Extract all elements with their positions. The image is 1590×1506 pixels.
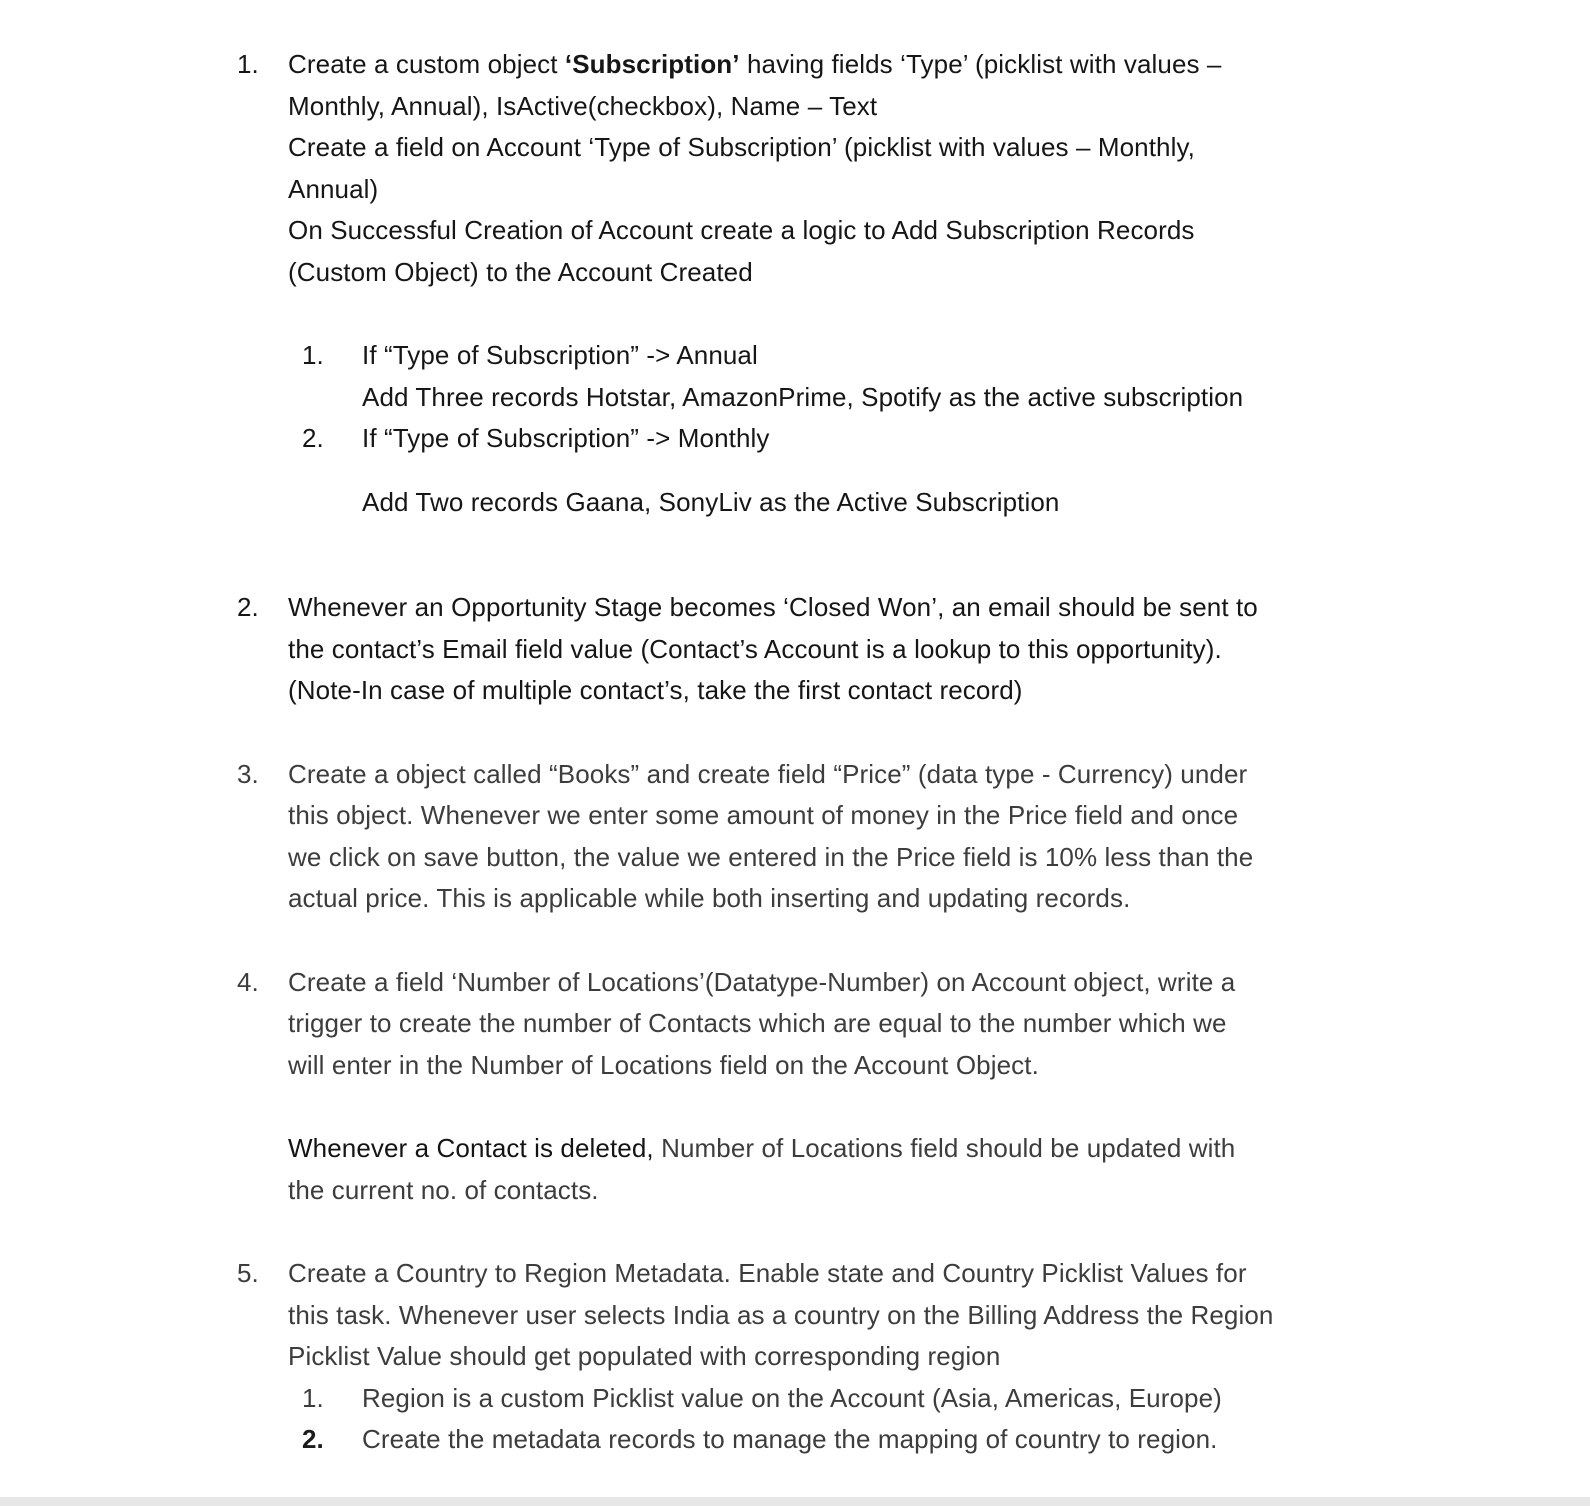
task-3-content bbox=[288, 754, 1590, 920]
task-5-sublist bbox=[302, 1378, 1590, 1461]
text-line: Create the metadata records to manage the mapping of country to region. bbox=[362, 1424, 1218, 1454]
text-line: the current no. of contacts. bbox=[288, 1174, 599, 1205]
subtask-5-1-content bbox=[362, 1378, 1590, 1420]
subtask-item-5-2 bbox=[302, 1419, 1590, 1461]
subtask-item-1-1 bbox=[302, 335, 1590, 418]
subtask-5-2-content bbox=[362, 1419, 1590, 1461]
text-line: If “Type of Subscription” -> Monthly bbox=[362, 423, 770, 453]
text-line: Create a field on Account ‘Type of Subscription’ (picklist with values – Monthly, bbox=[288, 132, 1195, 162]
text-run-emphasis: Whenever a Contact is deleted, bbox=[288, 1133, 654, 1163]
list-marker-1: 1. bbox=[237, 49, 259, 79]
text-line: this object. Whenever we enter some amount of money in the Price field and once bbox=[288, 800, 1239, 830]
page-bottom-edge bbox=[0, 1497, 1590, 1506]
text-run: Create a custom object bbox=[288, 49, 565, 79]
text-line: this task. Whenever user selects India as a country on the Billing Address the Region bbox=[288, 1299, 1274, 1330]
task-5-content bbox=[288, 1253, 1590, 1461]
text-run: having fields ‘Type’ (picklist with values – bbox=[739, 49, 1222, 79]
text-line: (Note-In case of multiple contact’s, take the first contact record) bbox=[288, 675, 1023, 705]
subtask-item-1-2 bbox=[302, 418, 1590, 523]
subtask-1-2-content bbox=[362, 418, 1590, 523]
task-item-5 bbox=[237, 1253, 1590, 1461]
text-line bbox=[288, 1128, 1590, 1170]
text-line: Add Two records Gaana, SonyLiv as the Active Subscription bbox=[362, 486, 1060, 517]
task-item-3 bbox=[237, 754, 1590, 920]
text-line: (Custom Object) to the Account Created bbox=[288, 256, 753, 287]
sublist-marker-2: 2. bbox=[302, 1424, 324, 1454]
text-line: actual price. This is applicable while both inserting and updating records. bbox=[288, 883, 1131, 913]
text-line: Create a object called “Books” and create field “Price” (data type - Currency) under bbox=[288, 758, 1248, 789]
text-line: Monthly, Annual), IsActive(checkbox), Name – Text bbox=[288, 90, 878, 121]
task-2-content bbox=[288, 587, 1590, 712]
text-line: will enter in the Number of Locations field on the Account Object. bbox=[288, 1049, 1039, 1080]
text-line: Add Three records Hotstar, AmazonPrime, Spotify as the active subscription bbox=[362, 381, 1244, 412]
task-1-sublist bbox=[302, 335, 1590, 523]
text-line: On Successful Creation of Account create a logic to Add Subscription Records bbox=[288, 215, 1195, 245]
text-line: Create a Country to Region Metadata. Enable state and Country Picklist Values for bbox=[288, 1258, 1247, 1288]
list-marker-5: 5. bbox=[237, 1258, 259, 1288]
text-run-bold: ‘Subscription’ bbox=[564, 49, 740, 79]
text-run: Number of Locations field should be updated with bbox=[653, 1133, 1236, 1163]
text-line: the contact’s Email field value (Contact’s Account is a lookup to this opportunity). bbox=[288, 633, 1222, 664]
list-marker-3: 3. bbox=[237, 758, 259, 789]
task-item-2 bbox=[237, 587, 1590, 712]
text-line bbox=[288, 44, 1590, 86]
task-1-content bbox=[288, 44, 1590, 523]
task-item-1 bbox=[237, 44, 1590, 523]
text-line: Whenever an Opportunity Stage becomes ‘Closed Won’, an email should be sent to bbox=[288, 592, 1258, 622]
text-line: If “Type of Subscription” -> Annual bbox=[362, 340, 758, 370]
text-line: Create a field ‘Number of Locations’(Datatype-Number) on Account object, write a bbox=[288, 966, 1236, 997]
task-4-content bbox=[288, 962, 1590, 1212]
list-marker-2: 2. bbox=[237, 592, 259, 622]
text-line: we click on save button, the value we entered in the Price field is 10% less than the bbox=[288, 841, 1254, 872]
text-line: Annual) bbox=[288, 173, 379, 204]
sublist-marker-2: 2. bbox=[302, 423, 324, 453]
text-line: trigger to create the number of Contacts which are equal to the number which we bbox=[288, 1008, 1227, 1038]
text-line: Picklist Value should get populated with corresponding region bbox=[288, 1341, 1001, 1371]
sublist-marker-1: 1. bbox=[302, 340, 324, 370]
text-line: Region is a custom Picklist value on the Account (Asia, Americas, Europe) bbox=[362, 1382, 1222, 1413]
subtask-item-5-1 bbox=[302, 1378, 1590, 1420]
sublist-marker-1: 1. bbox=[302, 1382, 324, 1413]
task-item-4 bbox=[237, 962, 1590, 1212]
list-marker-4: 4. bbox=[237, 966, 259, 997]
subtask-1-1-content bbox=[362, 335, 1590, 418]
